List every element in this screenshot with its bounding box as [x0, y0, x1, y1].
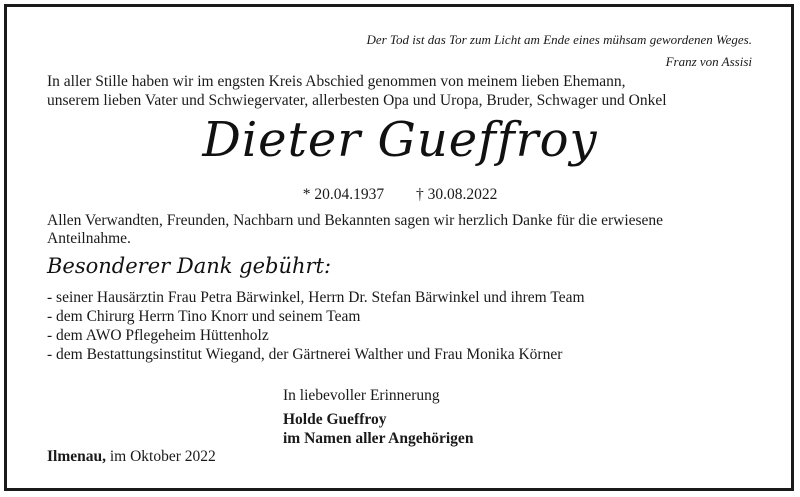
list-item: - dem AWO Pflegeheim Hüttenholz [47, 327, 269, 344]
thanks-line: Anteilnahme. [47, 230, 131, 247]
place-date-text: im Oktober 2022 [109, 448, 216, 465]
place-date [47, 448, 216, 466]
signatory [283, 410, 473, 448]
intro-line: In aller Stille haben wir im engsten Kreis Abschied genommen von meinem lieben Ehemann, [47, 73, 626, 90]
quote-author: Franz von Assisi [665, 54, 752, 69]
deceased-name: Dieter Gueffroy [202, 112, 598, 168]
signatory-name: Holde Gueffroy [283, 411, 387, 428]
list-item: - dem Chirurg Herrn Tino Knorr und seinem Team [47, 308, 361, 325]
quote-text: Der Tod ist das Tor zum Licht am Ende eines mühsam gewordenen Weges. [366, 32, 752, 47]
signoff-phrase: In liebevoller Erinnerung [283, 387, 440, 404]
death-date: † 30.08.2022 [415, 186, 498, 203]
place-city: Ilmenau, [47, 448, 106, 465]
thanks-line: Allen Verwandten, Freunden, Nachbarn und Bekannten sagen wir herzlich Danke für die erwiesene [47, 212, 664, 229]
life-dates [0, 186, 800, 204]
birth-date: * 20.04.1937 [302, 186, 385, 203]
special-thanks-heading: Besonderer Dank gebührt: [47, 254, 332, 278]
intro-line: unserem lieben Vater und Schwiegervater, allerbesten Opa und Uropa, Bruder, Schwager und Onkel [47, 92, 667, 109]
signatory-behalf: im Namen aller Angehörigen [283, 430, 474, 447]
list-item: - dem Bestattungsinstitut Wiegand, der Gärtnerei Walther und Frau Monika Körner [47, 346, 563, 363]
thanks-text [47, 212, 777, 248]
intro-text [47, 72, 767, 110]
list-item: - seiner Hausärztin Frau Petra Bärwinkel, Herrn Dr. Stefan Bärwinkel und ihrem Team [47, 289, 585, 306]
special-thanks-list [47, 288, 585, 364]
